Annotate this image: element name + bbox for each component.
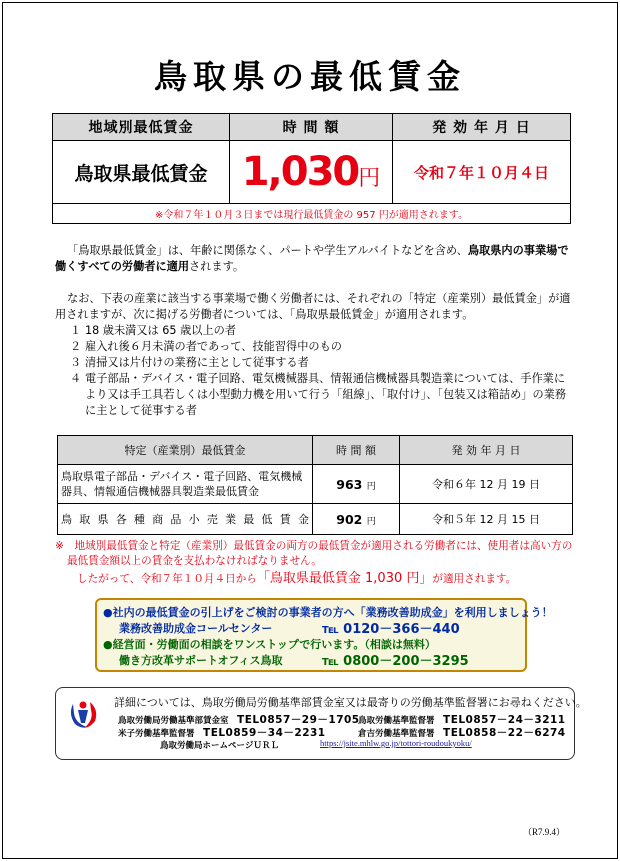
list-text: 18 歳未満又は 65 歳以上の者 [85,324,237,337]
header-industry-date: 発 効 年 月 日 [400,436,573,465]
priority-note-line1: ※ 地域別最低賃金と特定（産業別）最低賃金の両方の最低賃金が適用される労働者には、使用者は高い方の最低賃金額以上の賃金を支払わなければなりません。 [55,540,573,567]
list-number: ３ [70,356,82,369]
industry-wage-value: 902 [336,511,363,527]
industry-date: 令和６年 12 月 19 日 [400,465,573,504]
industry-name: 鳥取県電子部品・デバイス・電子回路、電気機械器具、情報通信機械器具製造業最低賃金 [58,465,313,504]
version-label: （R7.9.4） [523,827,566,837]
note-line2-c: が適用されます。 [432,573,517,585]
effective-date: 令和７年１０月４日 [393,141,571,204]
support-office: 働き方改革サポートオフィス鳥取 [119,654,283,667]
industry-wage-unit: 円 [366,481,376,492]
page-title: 鳥取県の最低賃金 [154,57,466,96]
contact-intro: 詳細については、鳥取労働局労働基準部賃金室又は最寄りの労働基準監督署にお尋ねください。 [114,696,587,709]
labour-bureau-logo-icon [66,696,100,730]
support-info-box [95,598,553,672]
industry-wage [313,504,400,535]
wage-unit: 円 [358,166,381,191]
list-text: 雇入れ後６月未満の者であって、技能習得中のもの [85,340,342,353]
list-number: ２ [70,340,82,353]
office-name: 倉吉労働基準監督署 [358,729,435,739]
office-phone[interactable]: TEL0858－22－6274 [443,727,566,739]
office-phone[interactable]: TEL0859－34－2231 [203,727,326,739]
industry-name: 鳥取県各種商品小売業最低賃金 [58,504,313,535]
subsidy-call-center: 業務改善助成金コールセンター [119,622,273,635]
subsidy-notice: ●社内の最低賃金の引上げをご検討の事業者の方へ「業務改善助成金」を利用しましょう！ [103,606,553,619]
industry-wage-unit: 円 [366,516,376,527]
priority-note-line2 [55,571,575,587]
header-date: 発 効 年 月 日 [393,114,571,141]
exception-paragraph: なお、下表の産業に該当する事業場で働く労働者には、それぞれの「特定（産業別）最低賃金」が適用されますが、次に掲げる労働者については、「鳥取県最低賃金」が適用されます。 [55,292,571,321]
applicability-paragraph [55,243,573,275]
contact-footer [55,687,587,760]
document-page [2,2,618,859]
office-contact [118,725,326,740]
office-name: 鳥取労働局労働基準部賃金室 [118,716,229,726]
header-industry: 特定（産業別）最低賃金 [58,436,313,465]
subsidy-phone[interactable]: ℡ 0120－366－440 [322,622,460,637]
header-industry-wage: 時 間 額 [313,436,400,465]
office-name: 鳥取労働基準監督署 [358,716,435,726]
wage-number: 1,030 [241,149,359,195]
support-office-phone[interactable]: ℡ 0800－200－3295 [322,654,469,669]
office-phone[interactable]: TEL0857－29－1705 [237,714,360,726]
homepage-label: 鳥取労働局ホームページＵＲＬ [160,741,279,751]
transition-note: ※令和７年１０月３日までは現行最低賃金の 957 円が適用されます。 [53,204,571,224]
list-item [55,323,573,339]
office-name: 米子労働基準監督署 [118,729,195,739]
para1-text-bold: 鳥取県内の事業場で働くすべての労働者に適用 [55,244,569,273]
office-phone[interactable]: TEL0857－24－3211 [443,714,566,726]
priority-note [55,539,575,587]
regional-wage-table [52,113,571,224]
list-item [55,371,573,419]
list-text: 電子部品・デバイス・電子回路、電気機械器具、情報通信機械器具製造業については、手作業により又は手工具若しくは小型動力機を用いて行う「組線」、「取付け」、「包装又は箱詰め」の業務に主として従事する者 [85,372,567,417]
industry-wage-value: 963 [336,476,363,492]
note-line2-highlight: 「鳥取県最低賃金 1,030 円」 [256,571,433,586]
list-item [55,339,573,355]
list-number: １ [70,324,82,337]
list-number: ４ [70,372,82,385]
industry-wage-table [57,435,573,535]
exclusion-list [55,323,573,419]
homepage-link[interactable]: https://jsite.mhlw.go.jp/tottori-roudoukyoku/ [320,738,472,748]
para1-text-c: されます。 [189,260,245,273]
table-row [58,504,573,535]
industry-date: 令和５年 12 月 15 日 [400,504,573,535]
table-row [58,465,573,504]
wage-cell [230,141,393,204]
region-name: 鳥取県最低賃金 [53,141,230,204]
header-region: 地域別最低賃金 [53,114,230,141]
list-text: 清掃又は片付けの業務に主として従事する者 [85,356,309,369]
consultation-notice: ●経営面・労働面の相談をワンストップで行います。（相談は無料） [103,638,436,651]
para1-text-a: 「鳥取県最低賃金」は、年齢に関係なく、パートや学生アルバイトなどを含め、 [67,244,468,257]
header-wage: 時 間 額 [230,114,393,141]
list-item [55,355,573,371]
note-line2-a: したがって、令和７年１０月４日から [77,573,257,585]
industry-wage [313,465,400,504]
